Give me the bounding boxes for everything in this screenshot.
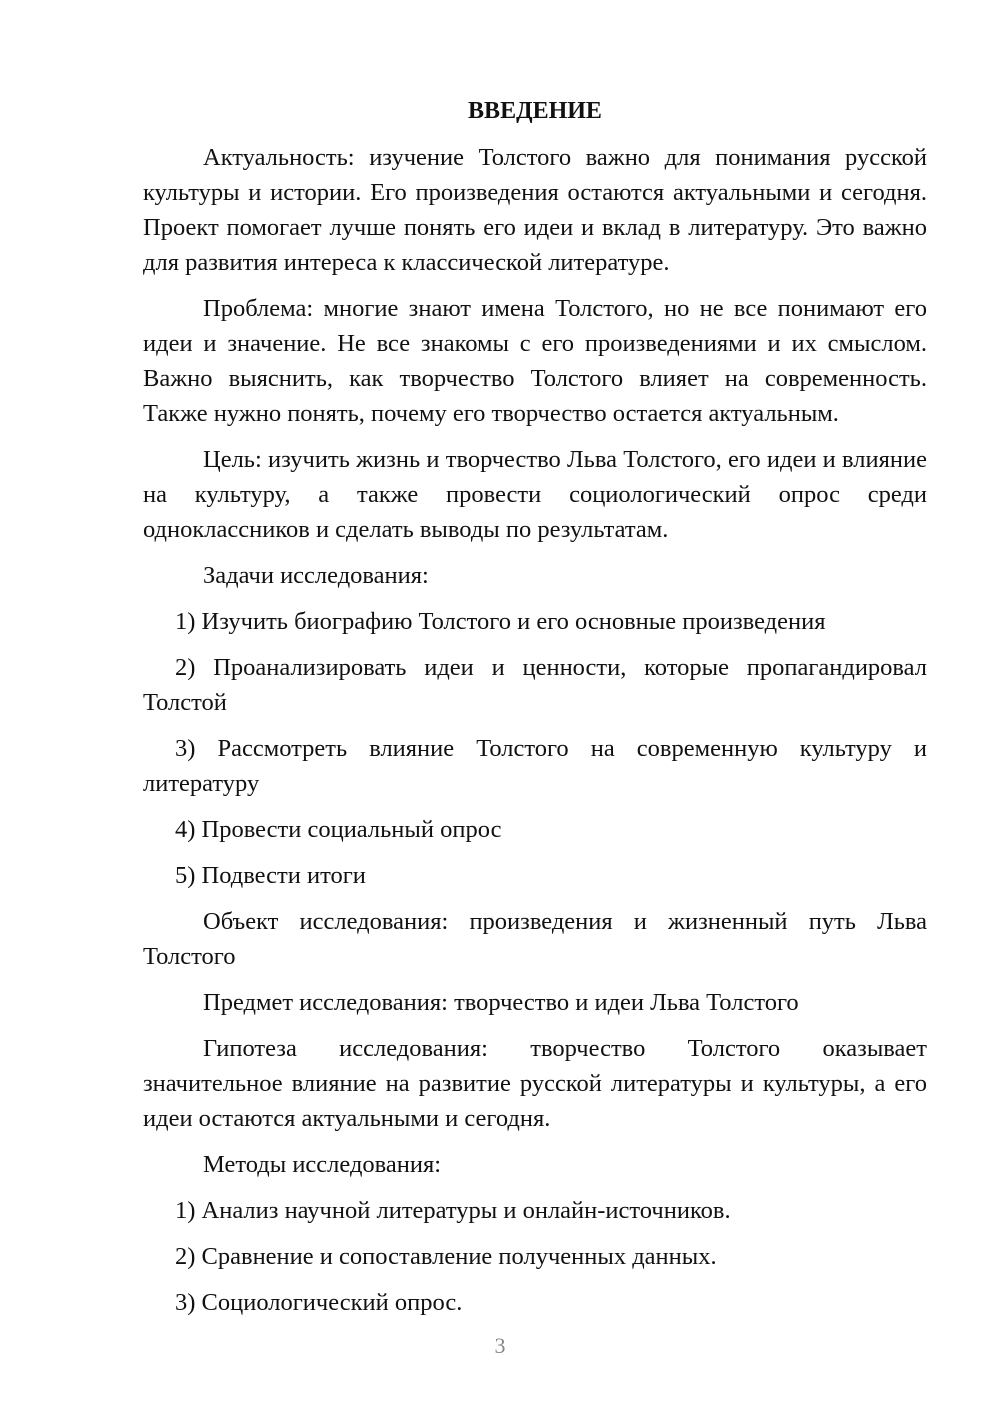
problem-paragraph: Проблема: многие знают имена Толстого, но не все понимают его идеи и значение. Не все знакомы с его произведениями и их смыслом. Важно выяснить, как творчество Толстого влияет на современность. Также нужно понять, почему его творчество остается актуальным.: [143, 295, 927, 427]
research-subject-paragraph: Предмет исследования: творчество и идеи Льва Толстого: [203, 989, 799, 1016]
method-item: 3) Социологический опрос.: [175, 1289, 463, 1316]
method-item: 1) Анализ научной литературы и онлайн-источников.: [175, 1197, 731, 1224]
task-item: 4) Провести социальный опрос: [175, 816, 502, 843]
task-item: 2) Проанализировать идеи и ценности, которые пропагандировал Толстой: [143, 654, 927, 716]
page-number: 3: [494, 1333, 506, 1358]
goal-paragraph: Цель: изучить жизнь и творчество Льва Толстого, его идеи и влияние на культуру, а также провести социологический опрос среди одноклассников и сделать выводы по результатам.: [143, 446, 927, 543]
page-content: [143, 94, 927, 1331]
relevance-paragraph: Актуальность: изучение Толстого важно для понимания русской культуры и истории. Его произведения остаются актуальными и сегодня. Проект помогает лучше понять его идеи и вклад в литературу. Это важно для развития интереса к классической литературе.: [143, 144, 927, 276]
research-object-paragraph: Объект исследования: произведения и жизненный путь Льва Толстого: [143, 908, 927, 970]
section-heading: ВВЕДЕНИЕ: [468, 98, 602, 124]
hypothesis-paragraph: Гипотеза исследования: творчество Толстого оказывает значительное влияние на развитие русской литературы и культуры, а его идеи остаются актуальными и сегодня.: [143, 1035, 927, 1132]
methods-heading: Методы исследования:: [203, 1151, 442, 1178]
task-item: 3) Рассмотреть влияние Толстого на современную культуру и литературу: [143, 735, 927, 797]
method-item: 2) Сравнение и сопоставление полученных данных.: [175, 1243, 717, 1270]
task-item: 5) Подвести итоги: [175, 862, 366, 889]
tasks-heading: Задачи исследования:: [203, 562, 429, 589]
task-item: 1) Изучить биографию Толстого и его основные произведения: [175, 608, 826, 635]
